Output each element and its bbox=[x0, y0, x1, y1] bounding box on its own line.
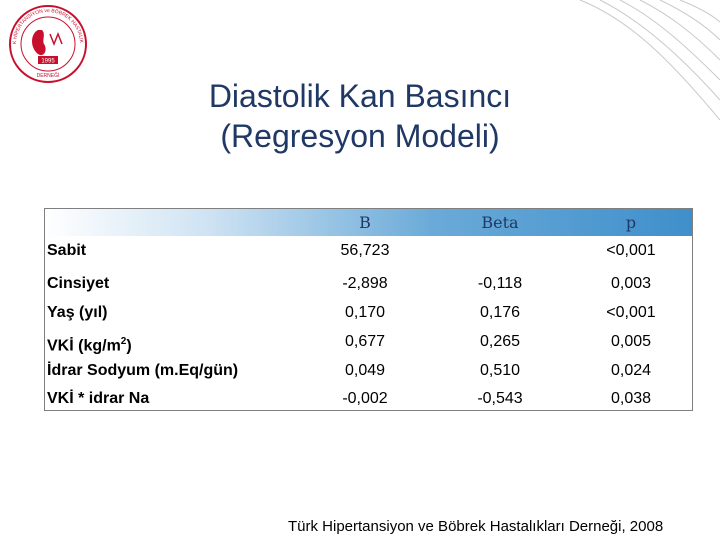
table-header bbox=[45, 209, 692, 236]
table-row bbox=[45, 298, 692, 328]
header-b: B bbox=[359, 213, 371, 232]
cell-p: 0,024 bbox=[610, 362, 652, 379]
cell-b: 0,049 bbox=[344, 362, 386, 379]
row-label: Cinsiyet bbox=[47, 275, 110, 292]
cell-b: -0,002 bbox=[342, 390, 388, 407]
cell-beta: -0,543 bbox=[477, 390, 523, 407]
cell-b: 56,723 bbox=[340, 242, 390, 259]
page-subtitle: (Regresyon Modeli) bbox=[220, 118, 500, 154]
cell-beta: 0,176 bbox=[479, 304, 521, 321]
header-p: p bbox=[625, 213, 637, 232]
cell-p: 0,005 bbox=[610, 333, 652, 350]
cell-b: 0,170 bbox=[344, 304, 386, 321]
cell-p: 0,038 bbox=[610, 390, 652, 407]
cell-p: <0,001 bbox=[606, 242, 656, 259]
cell-beta: -0,118 bbox=[477, 275, 523, 292]
cell-p: <0,001 bbox=[606, 304, 656, 321]
cell-b: -2,898 bbox=[342, 275, 388, 292]
header-beta: Beta bbox=[481, 213, 519, 232]
superscript: 2 bbox=[120, 336, 127, 347]
table-row bbox=[45, 327, 692, 357]
row-label: Sabit bbox=[47, 242, 87, 259]
row-label: İdrar Sodyum (m.Eq/gün) bbox=[47, 362, 239, 379]
source-citation: Türk Hipertansiyon ve Böbrek Hastalıkları Derneği, 2008 bbox=[288, 518, 664, 535]
svg-text:TÜRK HİPERTANSİYON ve BÖBREK H: K HİPERTANSİYON ve BÖBREK HASTALIK bbox=[11, 7, 85, 45]
association-logo bbox=[8, 4, 88, 84]
table-row bbox=[45, 356, 692, 386]
table-row bbox=[45, 236, 692, 266]
regression-table bbox=[44, 208, 693, 411]
table-row bbox=[45, 384, 692, 414]
table-row bbox=[45, 269, 692, 299]
row-label: VKİ * idrar Na bbox=[47, 390, 150, 407]
svg-text:DERNEĞİ: DERNEĞİ bbox=[36, 73, 60, 79]
cell-beta: 0,510 bbox=[479, 362, 521, 379]
cell-p: 0,003 bbox=[610, 275, 652, 292]
svg-text:1995: 1995 bbox=[41, 58, 55, 65]
cell-b: 0,677 bbox=[344, 333, 386, 350]
row-label: VKİ $(kg/m^2)$ bbox=[47, 336, 132, 355]
cell-beta: 0,265 bbox=[479, 333, 521, 350]
row-label: Yaş (yıl) bbox=[47, 304, 108, 321]
page-title: Diastolik Kan Basıncı bbox=[208, 78, 512, 114]
